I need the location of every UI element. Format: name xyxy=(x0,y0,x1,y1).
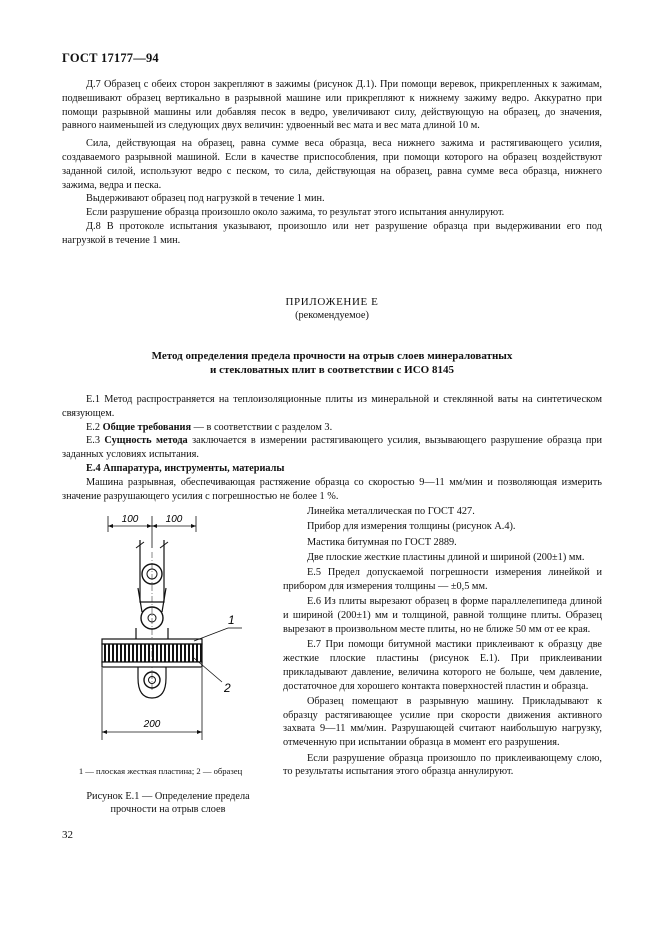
standard-header: ГОСТ 17177—94 xyxy=(62,51,159,65)
paragraph-hold: Выдерживают образец под нагрузкой в течение 1 мин. xyxy=(86,193,325,205)
dim-label-bottom: 200 xyxy=(143,719,161,730)
paragraph-e3 xyxy=(62,434,602,462)
callout-line-2 xyxy=(194,658,222,682)
dim-label-right: 100 xyxy=(165,514,183,525)
callout-label-2: 2 xyxy=(224,681,231,695)
paragraph-e2 xyxy=(62,421,602,435)
paragraph-e1: Е.1 Метод распространяется на теплоизоляционные плиты из минеральной и стеклянной ваты на синтетическом связующем. xyxy=(62,394,602,419)
paragraph-e7: Е.7 При помощи битумной мастики приклеивают к образцу две жесткие плоские пластины (рисунок Е.1). При приклеивании прикладывают давление, величина которого не больше, чем давление, достаточное для хорошего контакта поверхностей пластин и образца. xyxy=(283,639,602,692)
e3-text: заключается в измерении растягивающего усилия, вызывающего разрушение образца при заданных условиях испытания. xyxy=(62,435,603,461)
figure-legend: 1 — плоская жесткая пластина; 2 — образец xyxy=(78,766,243,776)
method-title xyxy=(62,350,602,377)
page-number: 32 xyxy=(62,829,73,841)
appendix-subtitle: (рекомендуемое) xyxy=(295,310,369,321)
item-ruler: Линейка металлическая по ГОСТ 427. xyxy=(307,506,475,517)
paragraph-adhesive-failure: Если разрушение образца произошло по приклеивающему слою, то результаты испытания этого образца аннулируют. xyxy=(283,752,602,778)
paragraph-annul: Если разрушение образца произошло около зажима, то результат этого испытания аннулируют. xyxy=(86,207,505,219)
item-thickness-gauge: Прибор для измерения толщины (рисунок А.4). xyxy=(307,521,516,533)
paragraph-e6: Е.6 Из плиты вырезают образец в форме параллелепипеда длиной и шириной (200±1) мм и толщиной, равной толщине плиты. Образец вырезают в произвольном месте плиты, но не ближе 50 мм от ее края. xyxy=(283,596,602,635)
callout-line-1 xyxy=(194,628,228,641)
e2-text: — в соответствии с разделом 3. xyxy=(191,421,333,433)
figure-caption xyxy=(72,790,264,816)
appendix-title: ПРИЛОЖЕНИЕ Е xyxy=(285,296,379,308)
dim-label-left: 100 xyxy=(121,514,139,525)
bottom-plate xyxy=(102,662,202,667)
e3-heading: Сущность метода xyxy=(104,435,188,447)
paragraph-e4-heading: Е.4 Аппаратура, инструменты, материалы xyxy=(86,462,285,474)
figure-caption-line-1: Рисунок Е.1 — Определение предела xyxy=(86,791,250,802)
paragraph-d7: Д.7 Образец с обеих сторон закрепляют в зажимы (рисунок Д.1). При помощи веревок, прикрепленных к зажимам, подвешивают образец вертикально в разрывной машине или прикрепляют к нижнему зажиму ведро. Аккуратно при помощи разрывной машины или добавляя песок в ведро, увеличивают силу, действующую на образец, до значения, равного наименьшей из следующих двух величин: удвоенный вес мата и вес мата длиной 10 м. xyxy=(62,79,602,132)
right-column-text xyxy=(283,505,602,781)
section-e-text xyxy=(62,393,602,503)
e3-number: Е.3 xyxy=(86,435,101,447)
paragraph-force: Сила, действующая на образец, равна сумме веса образца, веса нижнего зажима и растягивающего усилия, создаваемого разрывной машиной. Если в качестве приспособления, при помощи которого на образец воздействуют заданной силой, используют ведро с песком, то сила, действующая на образец, равна сумме веса образца, нижнего зажима, ведра и песка. xyxy=(62,138,602,191)
item-plates: Две плоские жесткие пластины длиной и шириной (200±1) мм. xyxy=(307,551,585,563)
figure-caption-line-2: прочности на отрыв слоев xyxy=(110,804,226,815)
callout-label-1: 1 xyxy=(228,613,235,627)
paragraph-sample-placement: Образец помещают в разрывную машину. Прикладывают к образцу растягивающее усилие при скорости движения активного захвата 9—11 мм/мин. Разрушающей считают наибольшую нагрузку, отмеченную при испытании образца в момент его разрушения. xyxy=(283,695,602,749)
section-d-text xyxy=(62,78,602,248)
e2-heading: Общие требования xyxy=(102,421,192,433)
sample-block xyxy=(102,644,202,662)
e2-number: Е.2 xyxy=(86,421,101,433)
figure-e1-drawing xyxy=(96,512,266,764)
paragraph-e5: Е.5 Предел допускаемой погрешности измерения линейкой и прибором для измерения толщины — ±0,5 мм. xyxy=(283,567,602,592)
method-title-line-2: и стекловатных плит в соответствии с ИСО 8145 xyxy=(209,363,454,376)
top-plate xyxy=(102,639,202,644)
method-title-line-1: Метод определения предела прочности на отрыв слоев минераловатных xyxy=(151,350,513,362)
paragraph-machine: Машина разрывная, обеспечивающая растяжение образца со скоростью 9—11 мм/мин и позволяющая измерить значение разрушающего усилия с погрешностью не более 1 %. xyxy=(62,476,602,502)
paragraph-d8: Д.8 В протоколе испытания указывают, произошло или нет разрушение образца при выдерживании его под нагрузкой в течение 1 мин. xyxy=(62,220,602,246)
item-mastic: Мастика битумная по ГОСТ 2889. xyxy=(307,536,457,548)
